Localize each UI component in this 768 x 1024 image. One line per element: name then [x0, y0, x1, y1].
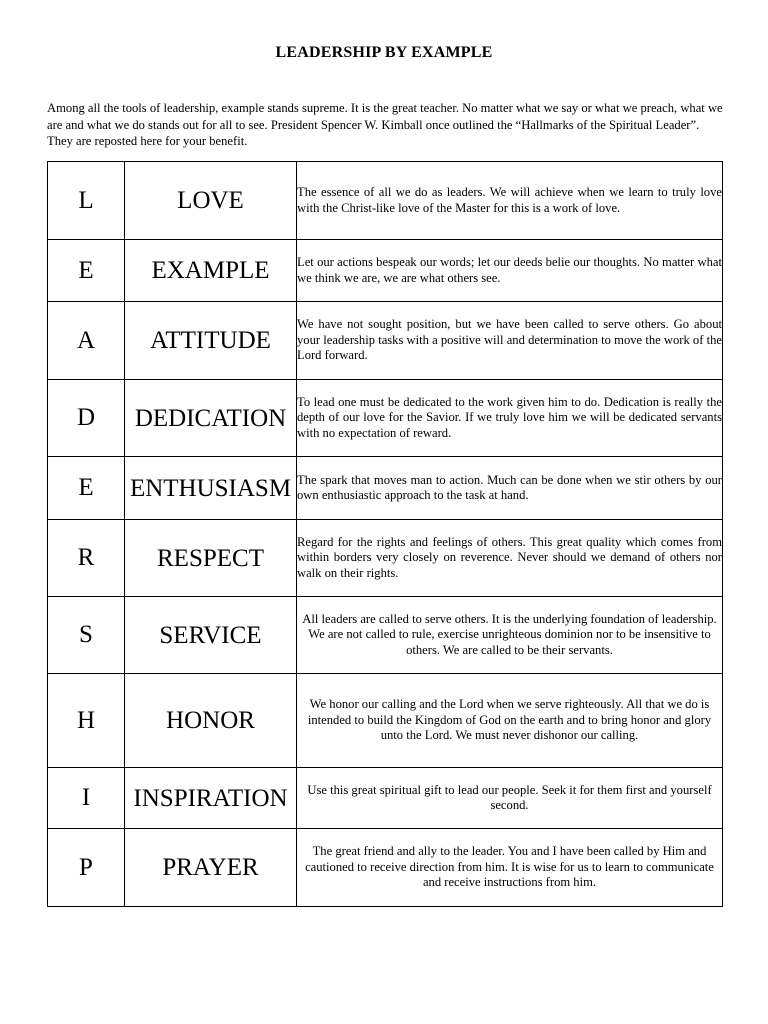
quality-description: The great friend and ally to the leader. You and I have been called by Him and cautioned to receive direction from him. It is wise for us to learn to communicate and receive instructions from him. [297, 829, 723, 907]
table-row [48, 380, 723, 457]
acrostic-letter: R [48, 520, 125, 597]
page-title: LEADERSHIP BY EXAMPLE [275, 44, 493, 61]
acrostic-letter: I [48, 768, 125, 829]
quality-word: RESPECT [125, 520, 297, 597]
quality-word: ENTHUSIASM [125, 457, 297, 520]
intro-paragraph: Among all the tools of leadership, example stands supreme. It is the great teacher. No matter what we say or what we preach, what we are and what we do stands out for all to see. President Spencer W. Kimball once outlined the “Hallmarks of the Spiritual Leader”. They are reposted here for your benefit. [47, 101, 723, 148]
quality-description: The essence of all we do as leaders. We will achieve when we learn to truly love with the Christ-like love of the Master for this is a work of love. [297, 162, 723, 240]
quality-word: HONOR [125, 674, 297, 768]
quality-word: DEDICATION [125, 380, 297, 457]
leadership-table [47, 161, 723, 907]
quality-description: We honor our calling and the Lord when we serve righteously. All that we do is intended to build the Kingdom of God on the earth and to bring honor and glory unto the Lord. We must never dishonor our calling. [297, 674, 723, 768]
table-row [48, 457, 723, 520]
quality-word: SERVICE [125, 597, 297, 674]
quality-word: ATTITUDE [125, 302, 297, 380]
quality-description: Regard for the rights and feelings of others. This great quality which comes from within borders very closely on reverence. Never should we demand of others nor walk on their rights. [297, 520, 723, 597]
quality-word: EXAMPLE [125, 240, 297, 302]
quality-word: INSPIRATION [125, 768, 297, 829]
acrostic-letter: D [48, 380, 125, 457]
quality-description: We have not sought position, but we have been called to serve others. Go about your leadership tasks with a positive will and determination to move the work of the Lord forward. [297, 302, 723, 380]
table-row [48, 597, 723, 674]
table-row [48, 520, 723, 597]
quality-word: PRAYER [125, 829, 297, 907]
acrostic-letter: P [48, 829, 125, 907]
table-row [48, 302, 723, 380]
quality-description: The spark that moves man to action. Much can be done when we stir others by our own enthusiastic approach to the task at hand. [297, 457, 723, 520]
table-row [48, 768, 723, 829]
table-row [48, 829, 723, 907]
acrostic-letter: E [48, 240, 125, 302]
quality-description: To lead one must be dedicated to the work given him to do. Dedication is really the depth of our love for the Savior. If we truly love him we will be dedicated servants with no expectation of reward. [297, 380, 723, 457]
table-row [48, 240, 723, 302]
acrostic-letter: L [48, 162, 125, 240]
acrostic-letter: A [48, 302, 125, 380]
acrostic-letter: S [48, 597, 125, 674]
acrostic-letter: E [48, 457, 125, 520]
quality-description: Use this great spiritual gift to lead our people. Seek it for them first and yourself second. [297, 768, 723, 829]
table-row [48, 674, 723, 768]
quality-word: LOVE [125, 162, 297, 240]
acrostic-letter: H [48, 674, 125, 768]
quality-description: All leaders are called to serve others. It is the underlying foundation of leadership. We are not called to rule, exercise unrighteous dominion nor to be insensitive to others. We are called to be their servants. [297, 597, 723, 674]
table-row [48, 162, 723, 240]
quality-description: Let our actions bespeak our words; let our deeds belie our thoughts. No matter what we think we are, we are what others see. [297, 240, 723, 302]
